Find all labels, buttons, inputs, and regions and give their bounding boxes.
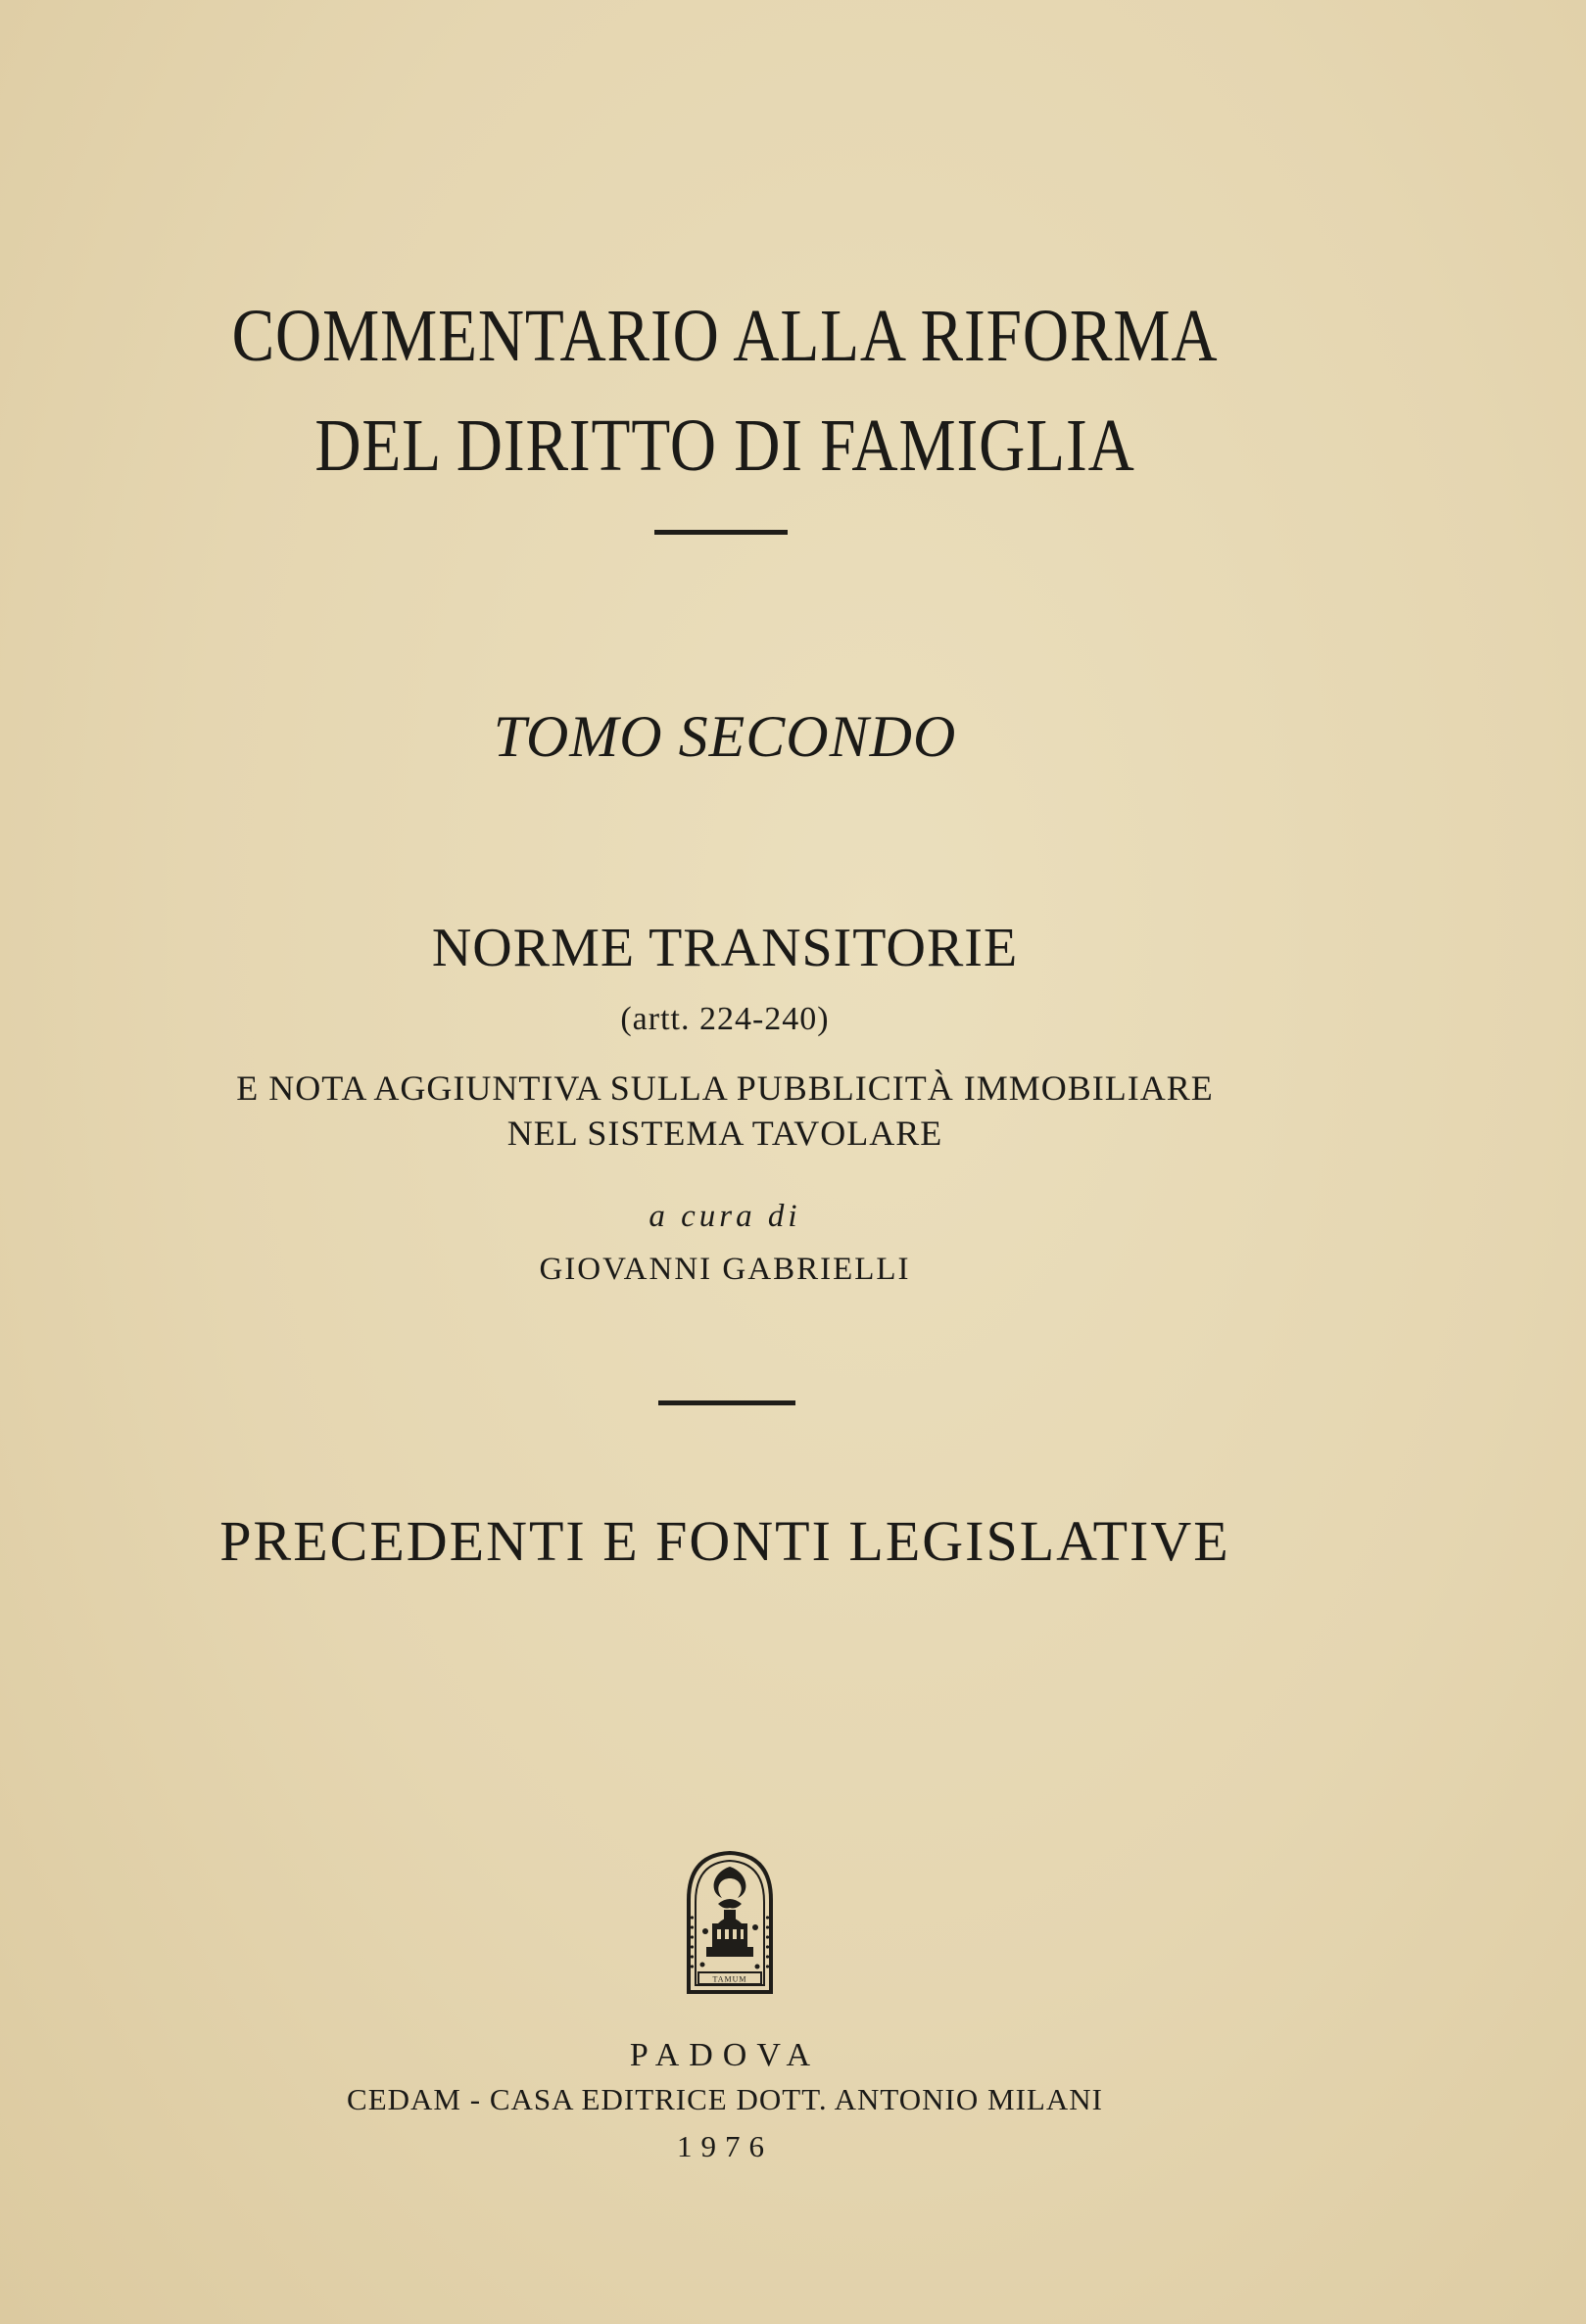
- divider-rule-bottom: [658, 1400, 795, 1405]
- emblem-motto: TAMUM: [712, 1974, 747, 1984]
- section-heading: NORME TRANSITORIE: [431, 918, 1019, 978]
- book-title-line-2: DEL DIRITTO DI FAMIGLIA: [314, 404, 1135, 487]
- subtitle: PRECEDENTI E FONTI LEGISLATIVE: [219, 1509, 1230, 1573]
- note-line-2: NEL SISTEMA TAVOLARE: [506, 1114, 943, 1153]
- divider-rule-top: [654, 530, 788, 535]
- publisher-emblem-icon: [679, 1849, 781, 1998]
- editor-name: GIOVANNI GABRIELLI: [539, 1252, 911, 1287]
- book-title-line-1: COMMENTARIO ALLA RIFORMA: [231, 295, 1219, 377]
- volume-label: TOMO SECONDO: [493, 704, 957, 769]
- imprint-city: PADOVA: [629, 2037, 821, 2073]
- imprint-publisher: CEDAM - CASA EDITRICE DOTT. ANTONIO MILANI: [347, 2082, 1103, 2116]
- note-line-1: E NOTA AGGIUNTIVA SULLA PUBBLICITÀ IMMOBILIARE: [236, 1068, 1214, 1108]
- editor-label: a cura di: [649, 1199, 801, 1234]
- imprint-year: 1976: [677, 2129, 773, 2163]
- articles-range: (artt. 224-240): [620, 1001, 830, 1037]
